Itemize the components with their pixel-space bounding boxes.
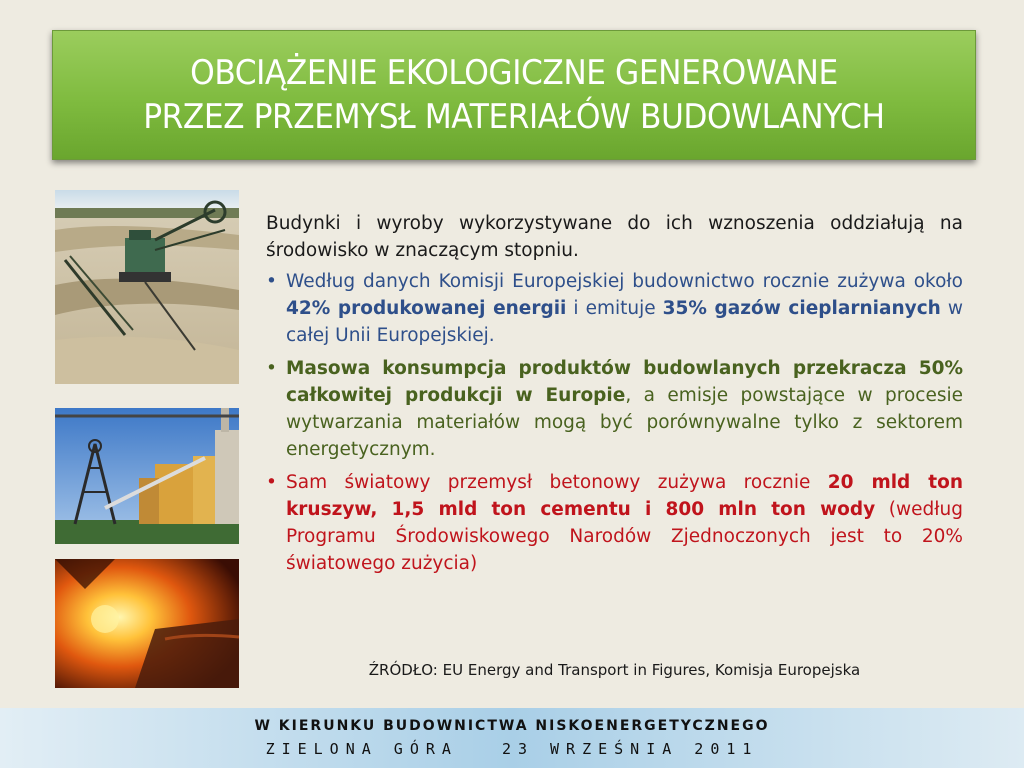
- bullet-energy-text: Według danych Komisji Europejskiej budownictwo rocznie zużywa około: [286, 271, 963, 292]
- bullet-marker: •: [266, 271, 277, 292]
- bullet-concrete-text: Sam światowy przemysł betonowy zużywa rocznie: [286, 472, 828, 493]
- footer-location-date: [0, 740, 1024, 758]
- title-line-1: OBCIĄŻENIE EKOLOGICZNE GENEROWANE: [190, 53, 838, 93]
- bullet-consumption-highlight: Masowa konsumpcja produktów budowlanych przekracza 50% całkowitej produkcji w Europie: [286, 358, 963, 406]
- title-banner: [52, 30, 976, 160]
- bullet-consumption-text: , a emisje powstające w procesie wytwarzania materiałów mogą być porównywalne tylko z sektorem energetycznym.: [286, 385, 963, 460]
- bullet-consumption: [266, 355, 963, 463]
- intro-paragraph: Budynki i wyroby wykorzystywane do ich wznoszenia oddziałują na środowisko w znaczącym stopniu.: [266, 213, 963, 261]
- footer-date: 23 WRZEŚNIA 2011: [501, 740, 759, 758]
- industrial-plant-photo: [55, 408, 239, 544]
- bullet-concrete-text-2: (według Programu Środowiskowego Narodów Zjednoczonych jest to 20% światowego zużycia): [286, 499, 963, 574]
- bullet-marker: •: [266, 472, 277, 493]
- mine-excavator-photo: [55, 190, 239, 384]
- bullet-energy-text-2: i emituje: [566, 298, 663, 319]
- bullet-concrete: [266, 469, 963, 577]
- main-content: [266, 210, 963, 583]
- source-note: ŹRÓDŁO: EU Energy and Transport in Figures, Komisja Europejska: [368, 661, 861, 679]
- footer-city: ZIELONA GÓRA: [265, 740, 458, 758]
- bullet-energy-text-3: w całej Unii Europejskiej.: [286, 298, 963, 346]
- bullet-energy: [266, 268, 963, 349]
- bullet-marker: •: [266, 358, 277, 379]
- molten-metal-photo: [55, 559, 239, 688]
- footer-band: [0, 708, 1024, 768]
- bullet-concrete-highlight: 20 mld ton kruszyw, 1,5 mld ton cementu i 800 mln ton wody: [286, 472, 963, 520]
- footer-conference-name: W KIERUNKU BUDOWNICTWA NISKOENERGETYCZNEGO: [254, 718, 770, 734]
- title-line-2: PRZEZ PRZEMYSŁ MATERIAŁÓW BUDOWLANYCH: [143, 97, 885, 137]
- bullet-energy-highlight-2: 35% gazów cieplarnianych: [662, 298, 941, 319]
- bullet-energy-highlight-1: 42% produkowanej energii: [286, 298, 567, 319]
